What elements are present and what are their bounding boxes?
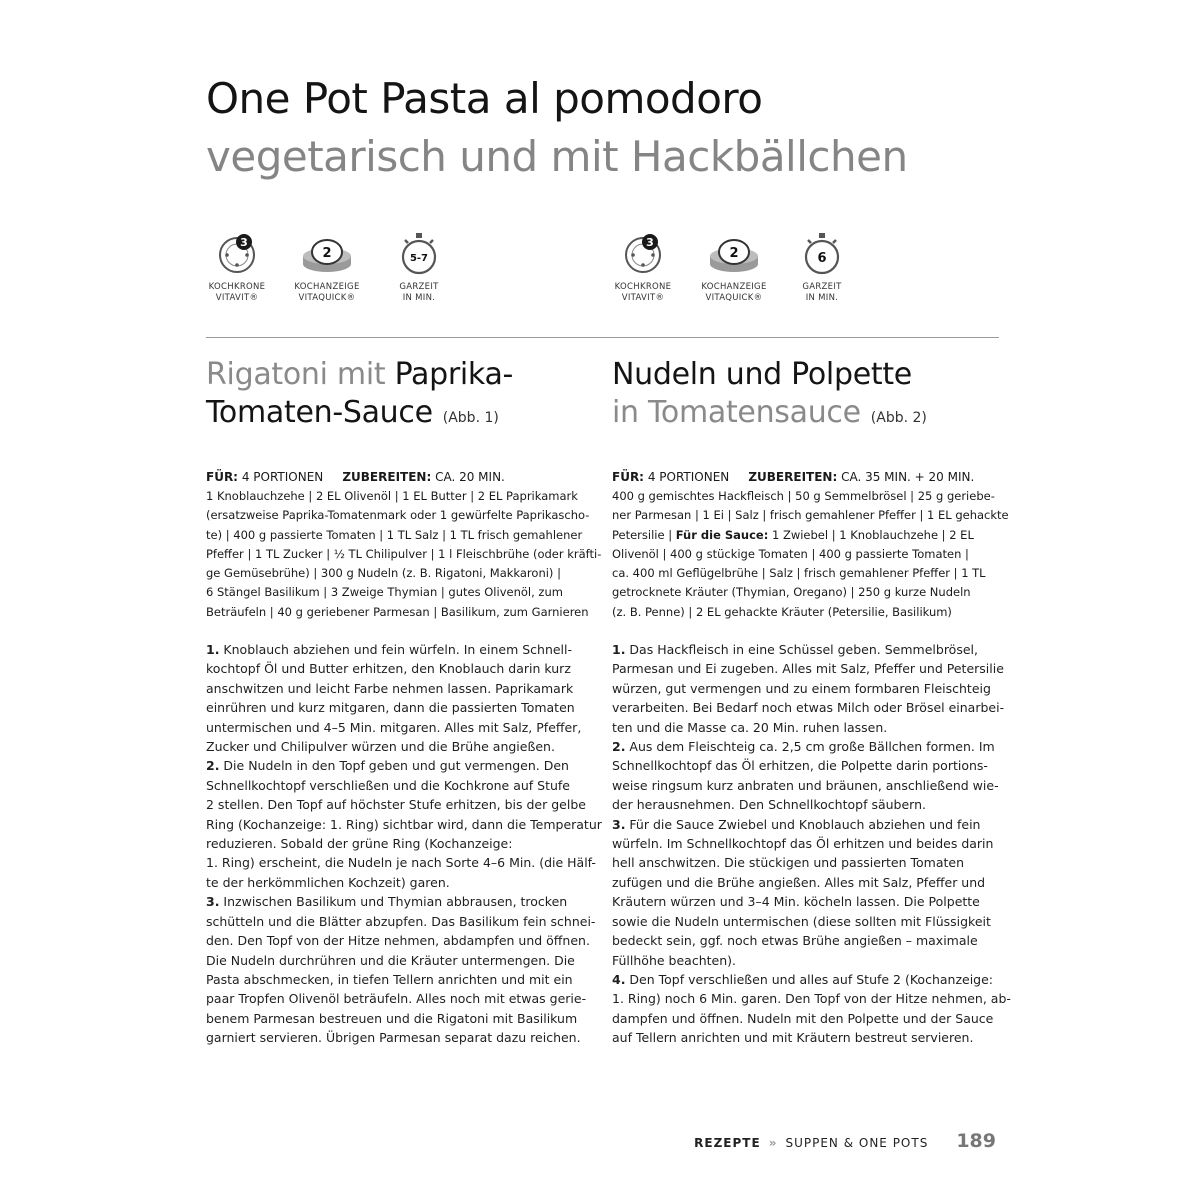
ingredients-right	[612, 487, 1009, 622]
instruction-line	[206, 737, 598, 756]
instruction-line	[206, 931, 598, 950]
kochanzeige-level: 2	[729, 246, 739, 261]
servings-value: 4 PORTIONEN	[647, 470, 730, 484]
kochanzeige-setting	[289, 228, 365, 304]
instruction-text: te der herkömmlichen Kochzeit) garen.	[206, 874, 450, 890]
instruction-text: Für die Sauce Zwiebel und Knoblauch abziehen und fein	[625, 816, 981, 832]
garzeit-setting	[784, 228, 860, 304]
recipe-title-part: in Tomatensauce	[612, 395, 861, 430]
garzeit-label: GARZEIT	[802, 282, 842, 292]
step-number: 3.	[612, 816, 626, 832]
ingredient-line: Olivenöl | 400 g stückige Tomaten | 400 g passierte Tomaten |	[612, 546, 969, 561]
recipe-title-part: Rigatoni mit	[206, 357, 395, 392]
kochanzeige-setting	[696, 228, 772, 304]
prep-time-value: CA. 20 MIN.	[435, 470, 505, 484]
prep-time-label: ZUBEREITEN:	[748, 470, 838, 484]
in-min-label: IN MIN.	[805, 293, 839, 303]
step-number: 1.	[612, 642, 626, 657]
ingredient-line: ca. 400 ml Geflügelbrühe | Salz | frisch gemahlener Pfeffer | 1 TL	[612, 566, 986, 581]
ingredient-line: 6 Stängel Basilikum | 3 Zweige Thymian | gutes Olivenöl, zum	[206, 585, 563, 600]
ingredient-line: te) | 400 g passierte Tomaten | 1 TL Salz | 1 TL frisch gemahlener	[206, 527, 583, 542]
instruction-line	[612, 1009, 1004, 1028]
instruction-text: Schnellkochtopf verschließen und die Kochkrone auf Stufe	[206, 777, 570, 793]
instruction-line	[612, 776, 1004, 795]
instruction-line	[206, 815, 602, 834]
instruction-line	[206, 989, 598, 1008]
kochkrone-level: 3	[646, 236, 654, 249]
stopwatch-icon	[798, 228, 846, 278]
prep-time-value: CA. 35 MIN. + 20 MIN.	[841, 470, 975, 484]
instruction-text: einrühren und kurz mitgaren, dann die passierten Tomaten	[206, 700, 575, 716]
instruction-line	[206, 853, 598, 872]
instruction-line	[206, 679, 598, 698]
prep-time-label: ZUBEREITEN:	[342, 470, 432, 484]
instruction-text: dampfen und öffnen. Nudeln mit den Polpette und der Sauce	[612, 1010, 994, 1026]
instruction-line	[612, 815, 1004, 834]
kochanzeige-icon	[706, 228, 762, 278]
instruction-text: bedeckt sein, ggf. noch etwas Brühe angießen – maximale	[612, 933, 978, 949]
instruction-line	[206, 756, 598, 775]
ingredient-line: Beträufeln | 40 g geriebener Parmesan | Basilikum, zum Garnieren	[206, 604, 589, 619]
page-number: 189	[956, 1130, 996, 1152]
instruction-text: Die Nudeln durchrühren und die Kräuter untermengen. Die	[206, 952, 575, 968]
step-number: 3.	[206, 894, 220, 910]
instruction-line	[206, 640, 598, 659]
garzeit-setting	[381, 228, 457, 304]
instruction-line	[612, 951, 1004, 970]
step-number: 2.	[612, 739, 626, 755]
pressure-settings-right	[612, 228, 1004, 312]
pressure-settings-left	[206, 228, 598, 312]
instruction-text: 2 stellen. Den Topf auf höchster Stufe erhitzen, bis der gelbe	[206, 797, 586, 813]
instruction-line	[206, 698, 598, 717]
instruction-line	[612, 1028, 1004, 1047]
kochanzeige-icon	[299, 228, 355, 278]
instruction-text: Parmesan und Ei zugeben. Alles mit Salz, Pfeffer und Petersilie	[612, 661, 1004, 677]
in-min-label: IN MIN.	[402, 293, 436, 303]
instruction-text: Pasta abschmecken, in tiefen Tellern anrichten und mit ein	[206, 971, 573, 987]
instruction-text: Füllhöhe beachten).	[612, 952, 736, 968]
instruction-line	[612, 834, 1004, 853]
instruction-line	[206, 776, 598, 795]
instruction-line	[612, 795, 1004, 814]
instruction-text: benem Parmesan bestreuen und die Rigatoni mit Basilikum	[206, 1010, 578, 1026]
ingredient-line: (z. B. Penne) | 2 EL gehackte Kräuter (Petersilie, Basilikum)	[612, 604, 952, 619]
instruction-text: verarbeiten. Bei Bedarf noch etwas Milch oder Brösel einarbei-	[612, 700, 1005, 716]
instruction-text: zufügen und die Brühe angießen. Alles mit Salz, Pfeffer und	[612, 874, 986, 890]
category-label: SUPPEN & ONE POTS	[785, 1136, 929, 1150]
instruction-line	[612, 640, 1004, 659]
servings-label: FÜR:	[206, 470, 238, 484]
recipe-title-part: Paprika-	[394, 357, 514, 392]
instruction-text: Den Topf verschließen und alles auf Stufe 2 (Kochanzeige:	[625, 971, 994, 987]
ingredient-line: Pfeffer | 1 TL Zucker | ½ TL Chilipulver | 1 l Fleischbrühe (oder kräfti-	[206, 546, 602, 561]
page-title: One Pot Pasta al pomodoro	[206, 74, 763, 123]
vitaquick-label: VITAQUICK®	[298, 293, 356, 303]
instruction-text: garniert servieren. Übrigen Parmesan separat dazu reichen.	[206, 1030, 581, 1046]
vitaquick-label: VITAQUICK®	[705, 293, 763, 303]
instruction-line	[612, 931, 1004, 950]
section-divider	[206, 337, 999, 338]
kochkrone-icon	[213, 228, 261, 278]
instruction-text: ten und die Masse ca. 20 Min. ruhen lassen.	[612, 719, 888, 735]
instruction-text: würzen, gut vermengen und zu einem formbaren Fleischteig	[612, 680, 991, 696]
instruction-line	[612, 873, 1004, 892]
instruction-line	[206, 834, 598, 853]
ingredient-line: (ersatzweise Paprika-Tomatenmark oder 1 gewürfelte Paprikascho-	[206, 508, 590, 523]
servings-value: 4 PORTIONEN	[241, 470, 324, 484]
vitavit-label: VITAVIT®	[215, 293, 259, 303]
instruction-text: würfeln. Im Schnellkochtopf das Öl erhitzen und beides darin	[612, 836, 994, 852]
instruction-text: schütteln und die Blätter abzupfen. Das Basilikum fein schnei-	[206, 913, 596, 929]
ingredients-left	[206, 487, 602, 622]
instruction-line	[612, 698, 1004, 717]
instruction-text: hell anschwitzen. Die stückigen und passierten Tomaten	[612, 855, 965, 871]
instruction-line	[612, 756, 1004, 775]
instruction-line	[206, 795, 598, 814]
servings-label: FÜR:	[612, 470, 644, 484]
ingredient-line: ge Gemüsebrühe) | 300 g Nudeln (z. B. Rigatoni, Makkaroni) |	[206, 566, 561, 581]
instruction-text: kochtopf Öl und Butter erhitzen, den Knoblauch darin kurz	[206, 661, 571, 677]
instruction-text: Zucker und Chilipulver würzen und die Brühe angießen.	[206, 739, 555, 755]
recipe-title-part: Tomaten-Sauce	[206, 395, 433, 430]
stopwatch-icon	[395, 228, 443, 278]
instruction-text: weise ringsum kurz anbraten und bräunen, anschließend wie-	[612, 777, 999, 793]
garzeit-label: GARZEIT	[399, 282, 439, 292]
instruction-text: 1. Ring) noch 6 Min. garen. Den Topf von der Hitze nehmen, ab-	[612, 991, 1011, 1007]
step-number: 4.	[612, 971, 626, 987]
kochkrone-label: KOCHKRONE	[614, 282, 672, 292]
kochkrone-label: KOCHKRONE	[208, 282, 266, 292]
page-subtitle: vegetarisch und mit Hackbällchen	[206, 132, 908, 181]
instruction-line	[612, 853, 1004, 872]
instruction-line	[612, 912, 1004, 931]
instruction-line	[612, 970, 1004, 989]
instruction-line	[206, 970, 598, 989]
instruction-line	[206, 892, 598, 911]
instruction-text: den. Den Topf von der Hitze nehmen, abdampfen und öffnen.	[206, 933, 590, 949]
instruction-text: Inzwischen Basilikum und Thymian abbrausen, trocken	[219, 894, 568, 910]
kochkrone-setting	[605, 228, 681, 304]
kochanzeige-level: 2	[322, 246, 332, 261]
kochanzeige-label: KOCHANZEIGE	[701, 282, 767, 292]
instruction-text: Kräutern würzen und 3–4 Min. köcheln lassen. Die Polpette	[612, 894, 980, 910]
instructions-left	[206, 640, 602, 1048]
instruction-line	[206, 912, 598, 931]
instruction-text: 1. Ring) erscheint, die Nudeln je nach Sorte 4–6 Min. (die Hälf-	[206, 855, 596, 871]
ingredient-line	[612, 526, 1004, 545]
recipe-title-right	[612, 356, 1004, 437]
figure-reference: (Abb. 1)	[442, 410, 499, 426]
step-number: 1.	[206, 642, 220, 657]
ingredient-line-part: Petersilie |	[612, 527, 676, 542]
page-footer	[694, 1130, 996, 1152]
instruction-text: reduzieren. Sobald der grüne Ring (Kochanzeige:	[206, 836, 513, 852]
instruction-line	[206, 1009, 598, 1028]
instruction-line	[206, 659, 598, 678]
sauce-label: Für die Sauce:	[675, 527, 769, 542]
figure-reference: (Abb. 2)	[870, 410, 927, 426]
recipe-meta-left	[206, 468, 598, 487]
instruction-text: auf Tellern anrichten und mit Kräutern bestreut servieren.	[612, 1030, 974, 1046]
instruction-line	[612, 892, 1004, 911]
instruction-line	[612, 737, 1004, 756]
instruction-text: anschwitzen und leicht Farbe nehmen lassen. Paprikamark	[206, 680, 574, 696]
instruction-line	[612, 679, 1004, 698]
kochkrone-icon	[619, 228, 667, 278]
ingredient-line: ner Parmesan | 1 Ei | Salz | frisch gemahlener Pfeffer | 1 EL gehackte	[612, 508, 1009, 523]
instruction-text: Das Hackfleisch in eine Schüssel geben. Semmelbrösel,	[625, 642, 978, 657]
step-number: 2.	[206, 758, 220, 774]
instruction-text: Schnellkochtopf das Öl erhitzen, die Polpette darin portions-	[612, 758, 988, 774]
chevron-icon: »	[768, 1136, 778, 1150]
instruction-line	[206, 718, 598, 737]
vitavit-label: VITAVIT®	[621, 293, 665, 303]
recipe-right	[612, 228, 1011, 1046]
instruction-line	[206, 873, 598, 892]
instruction-text: Ring (Kochanzeige: 1. Ring) sichtbar wird, dann die Temperatur	[206, 816, 602, 832]
garzeit-value: 6	[817, 251, 827, 266]
instruction-text: sowie die Nudeln untermischen (diese sollten mit Flüssigkeit	[612, 913, 991, 929]
instruction-text: Aus dem Fleischteig ca. 2,5 cm große Bällchen formen. Im	[625, 739, 995, 755]
instruction-text: paar Tropfen Olivenöl beträufeln. Alles noch mit etwas gerie-	[206, 991, 587, 1007]
instruction-line	[206, 1028, 598, 1047]
ingredient-line: 1 Knoblauchzehe | 2 EL Olivenöl | 1 EL Butter | 2 EL Paprikamark	[206, 489, 578, 503]
recipe-title-left	[206, 356, 598, 437]
recipe-meta-right	[612, 468, 1004, 487]
garzeit-value: 5-7	[409, 253, 429, 264]
instruction-text: der herausnehmen. Den Schnellkochtopf säubern.	[612, 797, 926, 813]
instruction-line	[612, 659, 1004, 678]
instruction-text: untermischen und 4–5 Min. mitgaren. Alles mit Salz, Pfeffer,	[206, 719, 582, 735]
ingredient-line-part: 1 Zwiebel | 1 Knoblauchzehe | 2 EL	[768, 527, 974, 542]
recipe-title-part: Nudeln und Polpette	[612, 357, 912, 392]
kochkrone-setting	[199, 228, 275, 304]
instruction-text: Knoblauch abziehen und fein würfeln. In einem Schnell-	[219, 642, 573, 657]
instructions-right	[612, 640, 1011, 1048]
section-label: REZEPTE	[694, 1136, 761, 1150]
instruction-text: Die Nudeln in den Topf geben und gut vermengen. Den	[219, 758, 569, 774]
kochanzeige-label: KOCHANZEIGE	[294, 282, 360, 292]
instruction-line	[206, 951, 598, 970]
instruction-line	[612, 989, 1011, 1008]
recipe-left	[206, 228, 602, 1046]
kochkrone-level: 3	[240, 236, 248, 249]
instruction-line	[612, 718, 1004, 737]
ingredient-line: 400 g gemischtes Hackfleisch | 50 g Semmelbrösel | 25 g geriebe-	[612, 489, 995, 503]
ingredient-line: getrocknete Kräuter (Thymian, Oregano) | 250 g kurze Nudeln	[612, 585, 971, 600]
